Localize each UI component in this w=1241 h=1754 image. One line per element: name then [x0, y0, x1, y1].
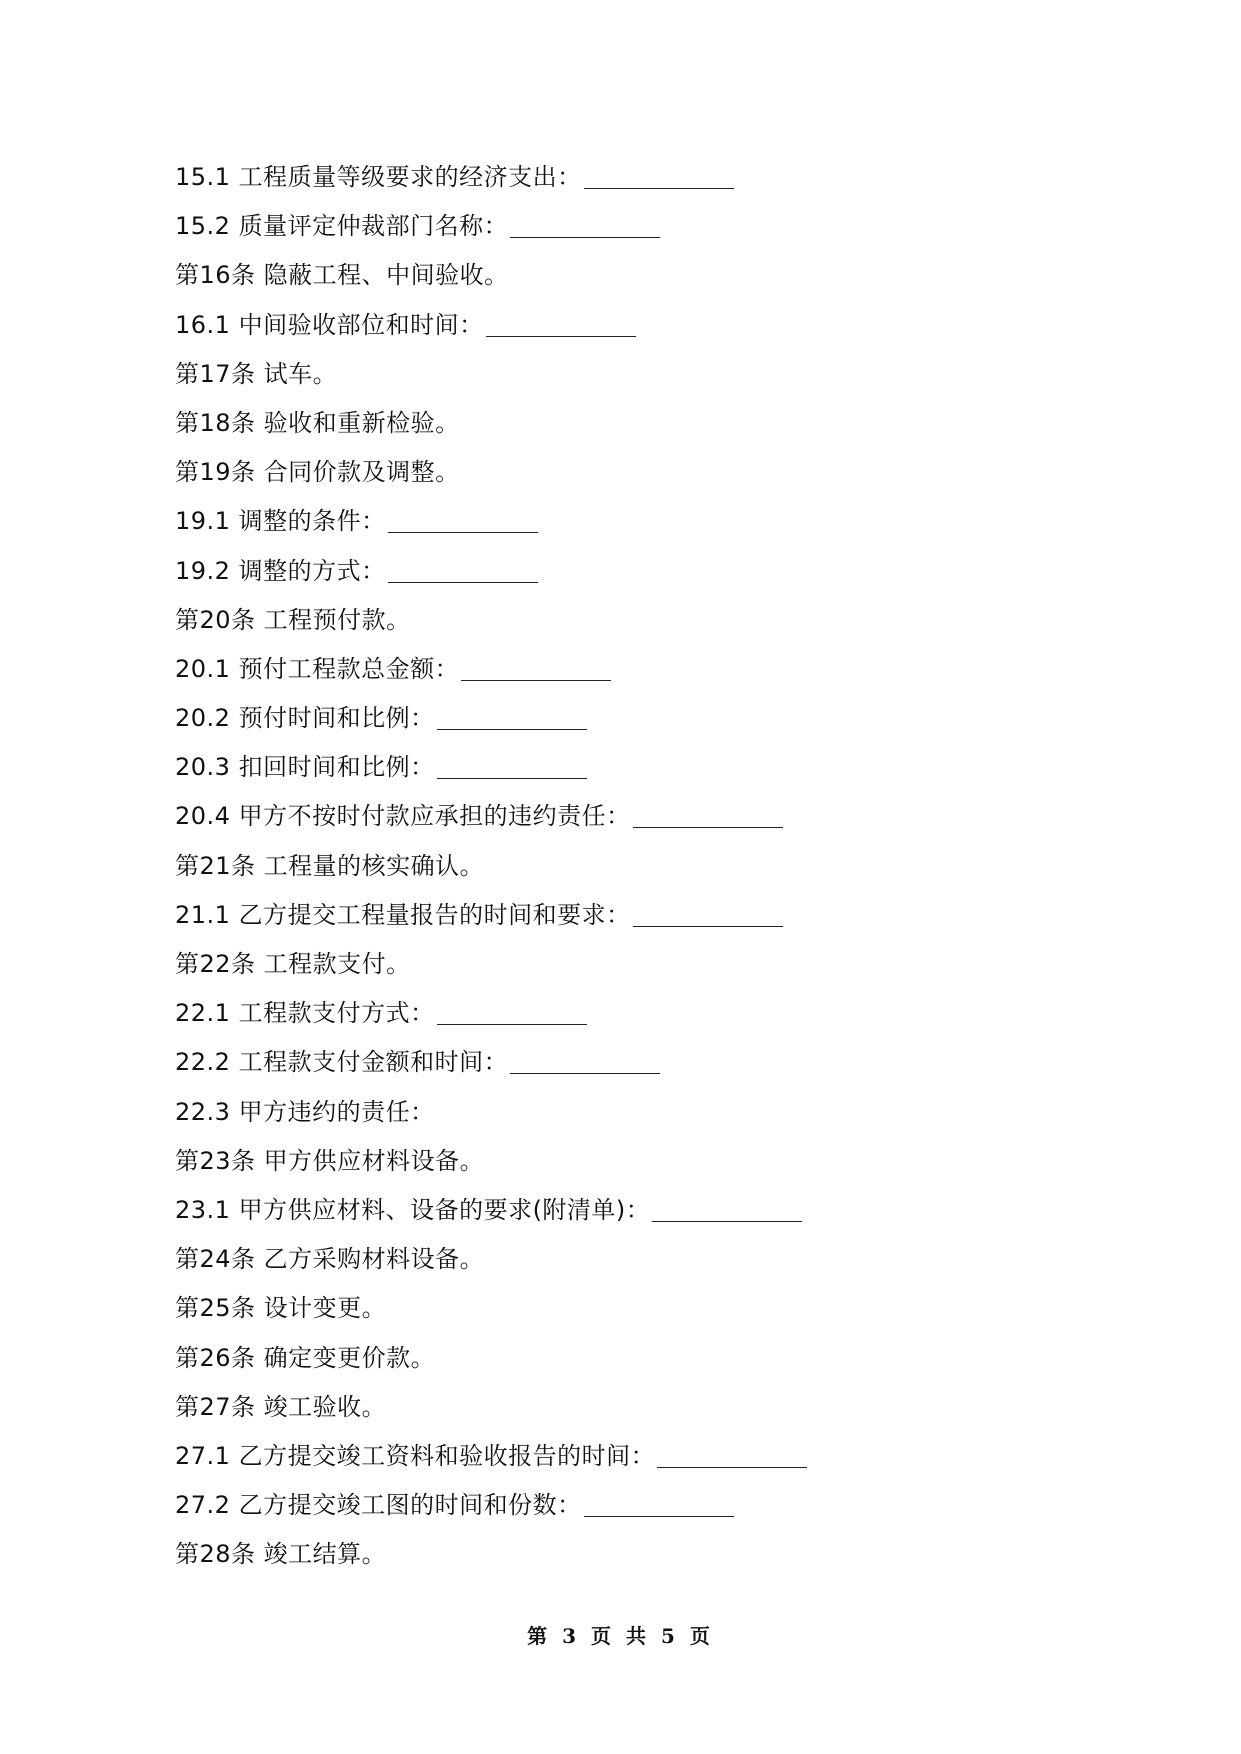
clause-text: 19.2 调整的方式：: [175, 556, 386, 585]
clause-text: 22.1 工程款支付方式：: [175, 999, 435, 1028]
clause-text: 第23条 甲方供应材料设备。: [175, 1146, 485, 1175]
clause-text: 第18条 验收和重新检验。: [175, 408, 460, 437]
clause-line: [175, 399, 1135, 448]
clause-text: 20.2 预付时间和比例：: [175, 704, 435, 733]
clause-line: [175, 989, 1135, 1038]
clause-line: [175, 251, 1135, 300]
clause-text: 19.1 调整的条件：: [175, 507, 386, 536]
clause-line: [175, 350, 1135, 399]
clause-text: 22.2 工程款支付金额和时间：: [175, 1048, 509, 1077]
clause-text: 20.4 甲方不按时付款应承担的违约责任：: [175, 802, 631, 831]
clause-line: [175, 301, 1135, 350]
clause-line: [175, 1088, 1135, 1137]
clause-text: 27.1 乙方提交竣工资料和验收报告的时间：: [175, 1441, 656, 1470]
fill-in-blank: [461, 656, 611, 681]
clause-text: 20.3 扣回时间和比例：: [175, 753, 435, 782]
clause-text: 15.1 工程质量等级要求的经济支出：: [175, 163, 582, 191]
clause-text: 22.3 甲方违约的责任：: [175, 1097, 435, 1126]
fill-in-blank: [657, 1443, 807, 1468]
clause-text: 15.2 质量评定仲裁部门名称：: [175, 212, 509, 241]
clause-text: 第17条 试车。: [175, 359, 338, 388]
clause-text: 第24条 乙方采购材料设备。: [175, 1245, 485, 1274]
clause-line: [175, 448, 1135, 497]
clause-text: 21.1 乙方提交工程量报告的时间和要求：: [175, 900, 631, 929]
clause-line: [175, 1235, 1135, 1284]
clause-text: 第28条 竣工结算。: [175, 1540, 387, 1569]
clause-line: [175, 1432, 1135, 1481]
fill-in-blank: [652, 1197, 802, 1222]
clause-text: 23.1 甲方供应材料、设备的要求(附清单)：: [175, 1195, 651, 1224]
clause-line: [175, 743, 1135, 792]
clause-line: [175, 645, 1135, 694]
clause-line: [175, 547, 1135, 596]
clause-line: [175, 1334, 1135, 1383]
clause-line: [175, 1137, 1135, 1186]
fill-in-blank: [633, 803, 783, 828]
fill-in-blank: [388, 508, 538, 533]
clause-text: 第27条 竣工验收。: [175, 1392, 387, 1421]
clause-line: [175, 497, 1135, 546]
clause-line: [175, 1284, 1135, 1333]
fill-in-blank: [510, 1049, 660, 1074]
clause-line: [175, 1186, 1135, 1235]
fill-in-blank: [584, 164, 734, 189]
fill-in-blank: [510, 213, 660, 238]
fill-in-blank: [584, 1492, 734, 1517]
clause-text: 第22条 工程款支付。: [175, 950, 411, 978]
fill-in-blank: [437, 705, 587, 730]
clause-text: 16.1 中间验收部位和时间：: [175, 310, 484, 339]
clause-text: 27.2 乙方提交竣工图的时间和份数：: [175, 1491, 582, 1520]
page-footer: 第 3 页 共 5 页: [527, 1624, 714, 1648]
fill-in-blank: [437, 754, 587, 779]
clause-line: [175, 596, 1135, 645]
clause-text: 第26条 确定变更价款。: [175, 1343, 436, 1372]
clause-line: [175, 202, 1135, 251]
fill-in-blank: [388, 558, 538, 583]
clause-text: 第20条 工程预付款。: [175, 605, 411, 634]
clause-text: 20.1 预付工程款总金额：: [175, 654, 460, 683]
clause-text: 第25条 设计变更。: [175, 1294, 387, 1323]
clause-list: [175, 153, 1135, 1579]
clause-text: 第16条 隐蔽工程、中间验收。: [175, 261, 509, 290]
clause-line: [175, 940, 1135, 989]
clause-line: [175, 1383, 1135, 1432]
fill-in-blank: [437, 1000, 587, 1025]
fill-in-blank: [486, 312, 636, 337]
clause-line: [175, 891, 1135, 940]
clause-text: 第19条 合同价款及调整。: [175, 458, 460, 487]
clause-line: [175, 694, 1135, 743]
clause-line: [175, 842, 1135, 891]
fill-in-blank: [633, 902, 783, 927]
clause-line: [175, 1038, 1135, 1087]
clause-line: [175, 1481, 1135, 1530]
clause-text: 第21条 工程量的核实确认。: [175, 851, 485, 880]
clause-line: [175, 1530, 1135, 1579]
clause-line: [175, 792, 1135, 841]
clause-line: [175, 153, 1135, 202]
